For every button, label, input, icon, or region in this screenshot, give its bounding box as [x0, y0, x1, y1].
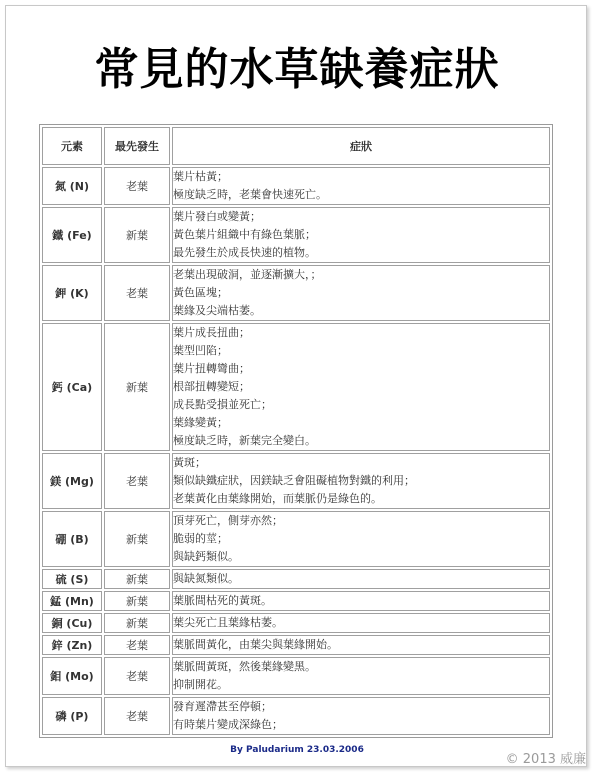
table-row — [42, 697, 550, 735]
symptoms-cell — [172, 635, 550, 655]
element-cell: 鈣 (Ca) — [42, 323, 102, 451]
symptom-line: 成長點受損並死亡； — [173, 398, 272, 411]
symptom-line: 黃斑； — [173, 456, 206, 469]
first-affected-cell: 老葉 — [104, 265, 170, 321]
symptom-line: 葉脈間黃斑，然後葉緣變黑。 — [173, 660, 316, 673]
first-affected-cell: 老葉 — [104, 167, 170, 205]
table-row — [42, 323, 550, 451]
element-cell: 硼 (B) — [42, 511, 102, 567]
header-element: 元素 — [42, 127, 102, 165]
table-row — [42, 453, 550, 509]
symptom-line: 極度缺乏時，老葉會快速死亡。 — [173, 188, 327, 201]
table-row — [42, 591, 550, 611]
symptom-line: 葉脈間枯死的黃斑。 — [173, 594, 272, 607]
symptoms-cell — [172, 657, 550, 695]
symptoms-cell — [172, 207, 550, 263]
table-row — [42, 167, 550, 205]
symptom-line: 葉脈間黃化，由葉尖與葉緣開始。 — [173, 638, 338, 651]
element-cell: 硫 (S) — [42, 569, 102, 589]
symptom-line: 葉片枯黃； — [173, 170, 228, 183]
table-row — [42, 657, 550, 695]
first-affected-cell: 老葉 — [104, 453, 170, 509]
symptom-line: 發育遲滯甚至停頓； — [173, 700, 272, 713]
first-affected-cell: 老葉 — [104, 635, 170, 655]
symptom-line: 葉片扭轉彎曲； — [173, 362, 250, 375]
header-symptoms: 症狀 — [172, 127, 550, 165]
symptom-line: 脆弱的莖； — [173, 532, 228, 545]
element-cell: 鐵 (Fe) — [42, 207, 102, 263]
first-affected-cell: 新葉 — [104, 591, 170, 611]
symptoms-cell — [172, 613, 550, 633]
symptom-line: 極度缺乏時，新葉完全變白。 — [173, 434, 316, 447]
symptom-line: 葉尖死亡且葉緣枯萎。 — [173, 616, 283, 629]
symptoms-cell — [172, 323, 550, 451]
symptom-line: 抑制開花。 — [173, 678, 228, 691]
symptom-line: 葉緣變黃； — [173, 416, 228, 429]
symptom-table — [39, 124, 553, 738]
symptom-line: 根部扭轉變短； — [173, 380, 250, 393]
element-cell: 鋅 (Zn) — [42, 635, 102, 655]
symptoms-cell — [172, 569, 550, 589]
first-affected-cell: 老葉 — [104, 697, 170, 735]
symptom-line: 老葉黃化由葉緣開始，而葉脈仍是綠色的。 — [173, 492, 382, 505]
symptom-line: 頂芽死亡，側芽亦然； — [173, 514, 283, 527]
first-affected-cell: 新葉 — [104, 323, 170, 451]
table-row — [42, 569, 550, 589]
symptoms-cell — [172, 591, 550, 611]
element-cell: 鎂 (Mg) — [42, 453, 102, 509]
table-row — [42, 635, 550, 655]
table-row — [42, 265, 550, 321]
element-cell: 銅 (Cu) — [42, 613, 102, 633]
symptoms-cell — [172, 167, 550, 205]
table-row — [42, 511, 550, 567]
table-row — [42, 613, 550, 633]
table-header-row — [42, 127, 550, 165]
table-body — [42, 167, 550, 735]
symptom-line: 葉緣及尖端枯萎。 — [173, 304, 261, 317]
symptom-line: 葉片成長扭曲； — [173, 326, 250, 339]
symptoms-cell — [172, 511, 550, 567]
symptom-line: 有時葉片變成深綠色； — [173, 718, 283, 731]
symptom-line: 葉片發白或變黃； — [173, 210, 261, 223]
symptom-line: 葉型凹陷； — [173, 344, 228, 357]
element-cell: 鉀 (K) — [42, 265, 102, 321]
copyright-watermark: © 2013 威廉 — [505, 752, 586, 767]
author-footer: By Paludarium 23.03.2006 — [230, 745, 364, 755]
first-affected-cell: 新葉 — [104, 207, 170, 263]
symptoms-cell — [172, 265, 550, 321]
symptom-line: 黃色葉片組織中有綠色葉脈； — [173, 228, 316, 241]
symptom-line: 最先發生於成長快速的植物。 — [173, 246, 316, 259]
element-cell: 鉬 (Mo) — [42, 657, 102, 695]
table-row — [42, 207, 550, 263]
symptom-line: 與缺氮類似。 — [173, 572, 239, 585]
symptom-line: 老葉出現破洞，並逐漸擴大，； — [173, 268, 322, 281]
page-title: 常見的水草缺養症狀 — [94, 44, 500, 95]
element-cell: 氮 (N) — [42, 167, 102, 205]
first-affected-cell: 新葉 — [104, 569, 170, 589]
symptom-line: 與缺鈣類似。 — [173, 550, 239, 563]
first-affected-cell: 新葉 — [104, 511, 170, 567]
symptoms-cell — [172, 453, 550, 509]
element-cell: 磷 (P) — [42, 697, 102, 735]
symptom-line: 類似缺鐵症狀，因鎂缺乏會阻礙植物對鐵的利用； — [173, 474, 415, 487]
first-affected-cell: 新葉 — [104, 613, 170, 633]
element-cell: 錳 (Mn) — [42, 591, 102, 611]
first-affected-cell: 老葉 — [104, 657, 170, 695]
symptom-line: 黃色區塊； — [173, 286, 228, 299]
symptoms-cell — [172, 697, 550, 735]
header-first-affected: 最先發生 — [104, 127, 170, 165]
